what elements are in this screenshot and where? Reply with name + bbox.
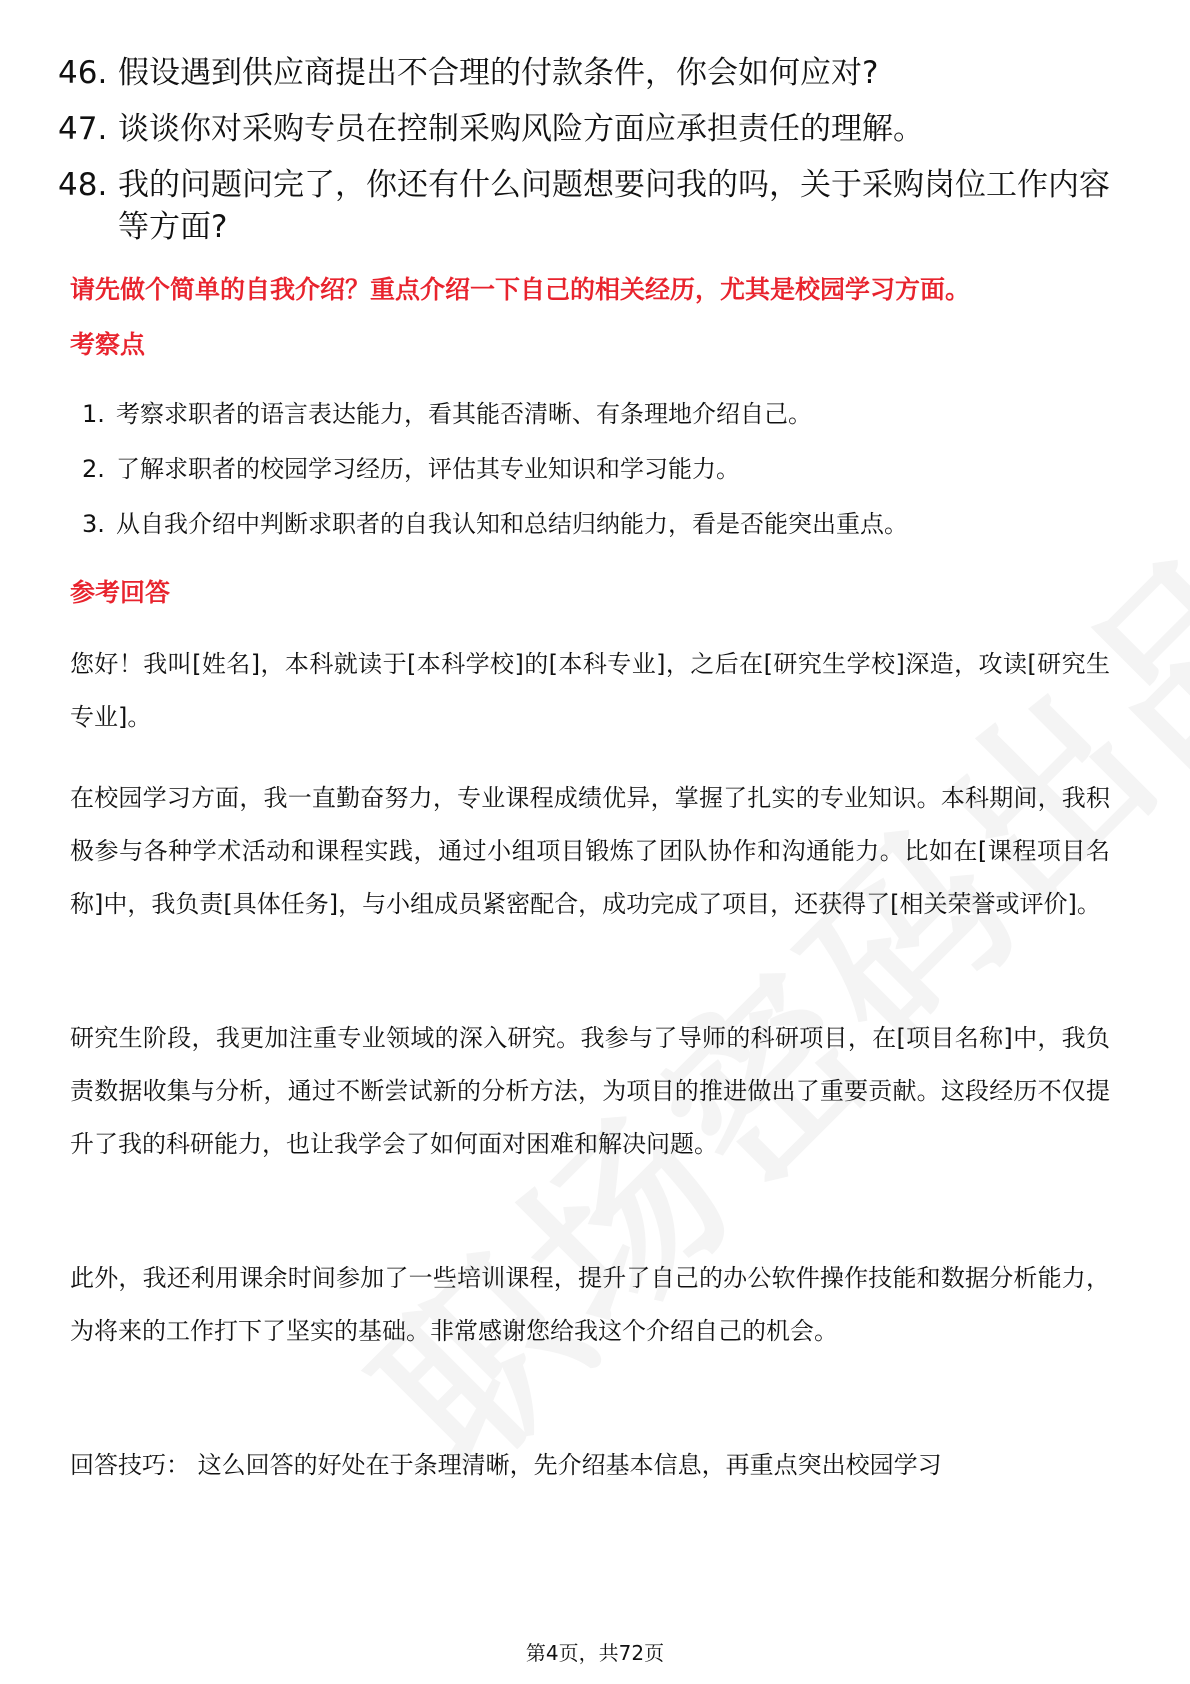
page-footer: 第4页，共72页 [525,1641,665,1665]
question-text: 假设遇到供应商提出不合理的付款条件，你会如何应对? [118,55,879,91]
section-question-heading: 请先做个简单的自我介绍？重点介绍一下自己的相关经历，尤其是校园学习方面。 [70,275,971,304]
question-text: 谈谈你对采购专员在控制采购风险方面应承担责任的理解。 [118,111,924,147]
question-item-46 [58,52,1118,94]
point-number: 1. [82,400,105,428]
question-number: 47. [58,111,108,147]
answer-paragraph-2: 在校园学习方面，我一直勤奋努力，专业课程成绩优异，掌握了扎实的专业知识。本科期间，我积极参与各种学术活动和课程实践，通过小组项目锻炼了团队协作和沟通能力。比如在[课程项目名称]中，我负责[具体任务]，与小组成员紧密配合，成功完成了项目，还获得了[相关荣誉或评价]。 [70,784,1110,918]
answer-label: 参考回答 [70,578,171,607]
point-text: 考察求职者的语言表达能力，看其能否清晰、有条理地介绍自己。 [116,400,812,428]
point-item-3 [82,506,1102,542]
point-item-1 [82,396,1102,432]
point-number: 3. [82,510,105,538]
answer-paragraph-4: 此外，我还利用课余时间参加了一些培训课程，提升了自己的办公软件操作技能和数据分析能力，为将来的工作打下了坚实的基础。非常感谢您给我这个介绍自己的机会。 [70,1264,1110,1345]
point-number: 2. [82,455,105,483]
answer-tip: 回答技巧： 这么回答的好处在于条理清晰，先介绍基本信息，再重点突出校园学习 [70,1451,942,1479]
question-item-48 [58,164,1118,248]
point-item-2 [82,451,1102,487]
point-text: 了解求职者的校园学习经历，评估其专业知识和学习能力。 [116,455,740,483]
question-number: 46. [58,55,108,91]
question-number: 48. [58,167,108,203]
answer-paragraph-3: 研究生阶段，我更加注重专业领域的深入研究。我参与了导师的科研项目，在[项目名称]中，我负责数据收集与分析，通过不断尝试新的分析方法，为项目的推进做出了重要贡献。这段经历不仅提升了我的科研能力，也让我学会了如何面对困难和解决问题。 [70,1024,1110,1158]
point-text: 从自我介绍中判断求职者的自我认知和总结归纳能力，看是否能突出重点。 [116,510,908,538]
answer-paragraph-1: 您好！我叫[姓名]，本科就读于[本科学校]的[本科专业]，之后在[研究生学校]深造，攻读[研究生专业]。 [70,650,1110,731]
question-text: 我的问题问完了，你还有什么问题想要问我的吗，关于采购岗位工作内容等方面? [118,167,1110,245]
points-label: 考察点 [70,330,146,359]
watermark [309,476,1190,1518]
question-item-47 [58,108,1118,150]
